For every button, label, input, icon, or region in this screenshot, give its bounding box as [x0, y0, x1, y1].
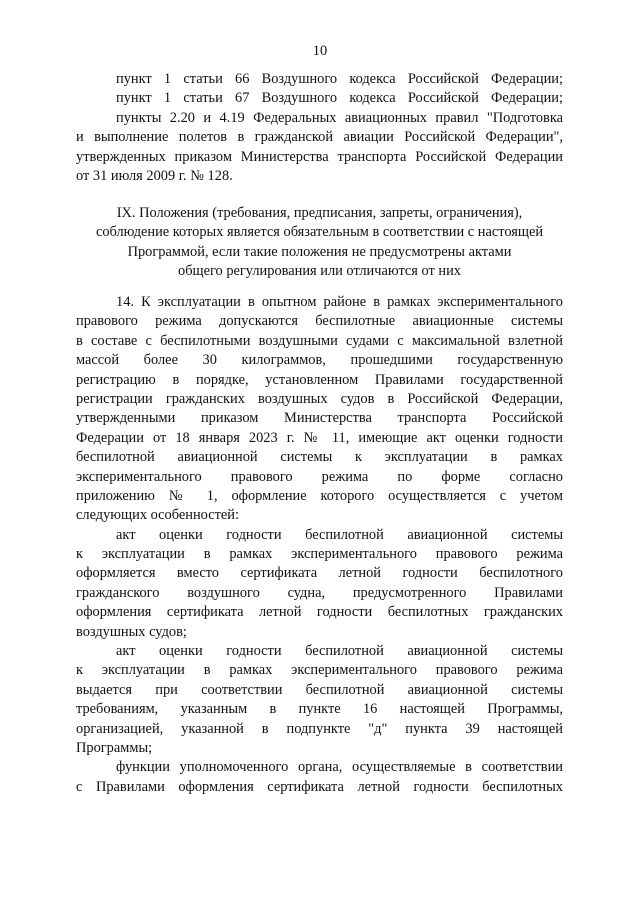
heading-line: общего регулирования или отличаются от них: [178, 263, 461, 280]
text-line: гражданского воздушного судна, предусмотренного Правилами: [76, 584, 563, 601]
text-line: экспериментального правового режима по форме согласно: [76, 468, 563, 485]
text-line: пункт 1 статьи 66 Воздушного кодекса Российской Федерации;: [116, 71, 563, 87]
section-heading: [76, 204, 563, 282]
text-line: пункт 1 статьи 67 Воздушного кодекса Российской Федерации;: [116, 90, 563, 107]
text-line: Федерации от 18 января 2023 г. № 11, имеющие акт оценки годности: [76, 429, 563, 446]
text-line: массой более 30 килограммов, прошедшими государственную: [76, 352, 563, 369]
text-line: следующих особенностей:: [76, 507, 239, 524]
paragraph-14: [76, 293, 563, 797]
text-line: с Правилами оформления сертификата летной годности беспилотных: [76, 778, 563, 795]
text-line: приложению № 1, оформление которого осуществляется с учетом: [76, 487, 563, 504]
text-line: в составе с беспилотными воздушными судами с максимальной взлетной: [76, 332, 563, 349]
text-line: к эксплуатации в рамках экспериментального правового режима: [76, 662, 563, 679]
text-line: акт оценки годности беспилотной авиационной системы: [116, 643, 563, 660]
text-line: к эксплуатации в рамках экспериментального правового режима: [76, 546, 563, 563]
text-line: оформления сертификата летной годности беспилотных гражданских: [76, 604, 563, 621]
text-line: акт оценки годности беспилотной авиационной системы: [116, 526, 563, 543]
text-line: выдается при соответствии беспилотной авиационной системы: [76, 681, 563, 698]
text-line: воздушных судов;: [76, 623, 187, 640]
text-line: Программы;: [76, 739, 153, 756]
page-number: 10: [312, 43, 328, 59]
legal-refs-block: [76, 70, 563, 186]
text-line: беспилотной авиационной системы к эксплуатации в рамках: [76, 449, 563, 466]
text-line: регистрацию в порядке, установленном Правилами государственной: [76, 371, 563, 388]
text-line: 14. К эксплуатации в опытном районе в рамках экспериментального: [116, 294, 563, 310]
text-line: регистрации гражданских воздушных судов в Российской Федерации,: [76, 390, 563, 407]
text-line: утвержденных приказом Министерства транспорта Российской Федерации: [76, 148, 563, 165]
text-line: утвержденными приказом Министерства транспорта Российской: [76, 410, 563, 427]
heading-line: соблюдение которых является обязательным в соответствии с настоящей: [95, 224, 544, 241]
text-line: от 31 июля 2009 г. № 128.: [76, 167, 233, 184]
text-line: организацией, указанной в подпункте "д" пункта 39 настоящей: [76, 720, 563, 737]
text-line: оформляется вместо сертификата летной годности беспилотного: [76, 565, 563, 582]
text-line: и выполнение полетов в гражданской авиации Российской Федерации",: [76, 129, 563, 146]
text-line: пункты 2.20 и 4.19 Федеральных авиационных правил "Подготовка: [116, 109, 563, 126]
text-line: правового режима допускаются беспилотные авиационные системы: [76, 313, 563, 330]
text-line: функции уполномоченного органа, осуществляемые в соответствии: [116, 759, 563, 776]
heading-line: Программой, если такие положения не предусмотрены актами: [127, 243, 512, 260]
heading-line: IX. Положения (требования, предписания, запреты, ограничения),: [116, 205, 523, 221]
text-line: требованиям, указанным в пункте 16 настоящей Программы,: [76, 701, 563, 718]
